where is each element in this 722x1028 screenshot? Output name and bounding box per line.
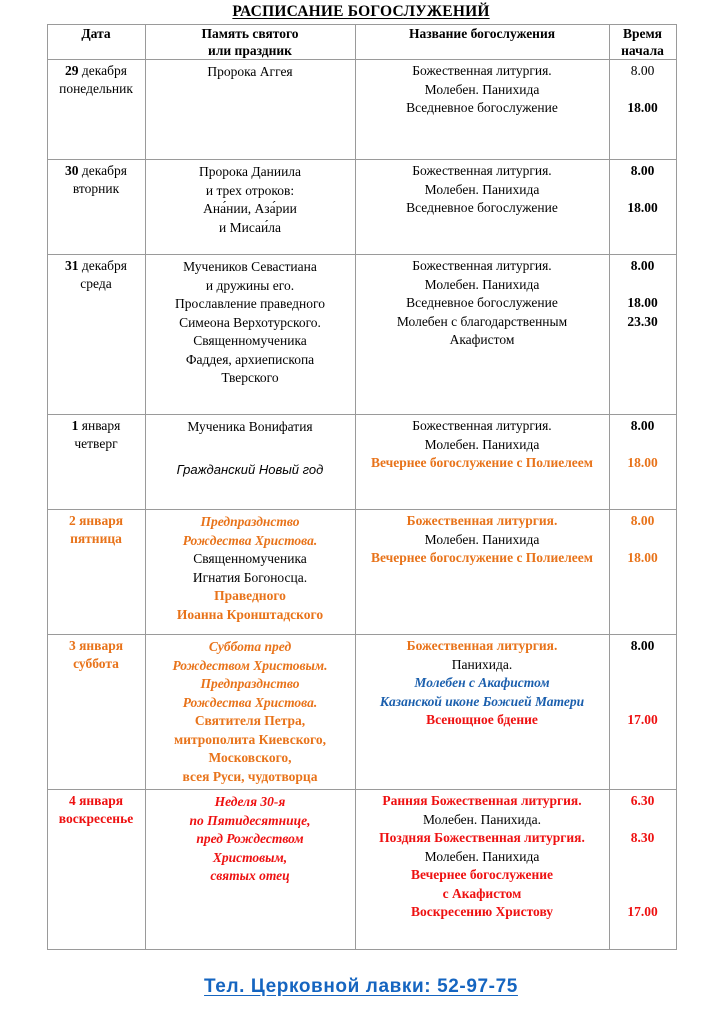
table-row: [47, 790, 676, 950]
saint-line: Мученика Вонифатия: [187, 419, 313, 434]
cell-service: [355, 790, 609, 950]
service-stack: [356, 60, 609, 120]
time-group-bottom: [612, 866, 674, 922]
service-group-top: [360, 257, 605, 294]
service-group-bottom: [360, 711, 605, 730]
cell-saint: [145, 510, 355, 635]
service-line: Молебен. Панихида: [424, 531, 540, 547]
service-stack: [356, 510, 609, 570]
cell-saint: [145, 790, 355, 950]
cell-date: [47, 790, 145, 950]
table-row: [47, 160, 676, 255]
date-weekday: суббота: [73, 656, 119, 671]
time-stack: [610, 255, 676, 352]
time-group-bottom: [612, 711, 674, 730]
time-value: 8.30: [630, 830, 655, 845]
schedule-table-wrapper: [47, 24, 676, 950]
service-line: Божественная литургия.: [406, 638, 558, 653]
date-day-number: 31: [65, 258, 79, 273]
cell-saint: [145, 160, 355, 255]
time-stack: [610, 160, 676, 220]
date-weekday: пятница: [70, 531, 122, 546]
date-day-month: 29 декабря: [65, 63, 127, 78]
date-day-number: 1: [71, 418, 79, 433]
saint-block: [146, 160, 355, 240]
time-value: 17.00: [627, 904, 658, 919]
service-line: Божественная литургия.: [412, 258, 552, 273]
page-title: РАСПИСАНИЕ БОГОСЛУЖЕНИЙ: [232, 3, 490, 20]
table-row: [47, 510, 676, 635]
service-line: Божественная литургия.: [406, 513, 558, 528]
time-value: 8.00: [630, 638, 655, 653]
time-value: 6.30: [630, 793, 655, 808]
service-stack: [356, 255, 609, 352]
cell-date: [47, 635, 145, 790]
saint-line: Мучеников Севастиана: [183, 259, 317, 274]
time-value: [612, 331, 674, 350]
service-group-bottom: [360, 454, 605, 473]
time-value: [612, 656, 674, 675]
date-day-month: 3 января: [68, 638, 124, 653]
time-group-bottom: [612, 199, 674, 218]
time-stack: [610, 635, 676, 732]
service-line: Воскресению Христову: [410, 904, 554, 919]
time-value: 18.00: [627, 550, 658, 565]
time-value: [612, 866, 674, 885]
service-line: Молебен с Акафистом: [414, 675, 550, 690]
saint-line: Праведного: [214, 588, 286, 603]
saint-line: Рождеством Христовым.: [172, 657, 328, 673]
saint-line: Прославление праведного: [175, 296, 325, 311]
saint-line: Московского,: [208, 750, 292, 765]
time-value: 8.00: [630, 63, 655, 78]
date-day-month: 1 января: [71, 418, 121, 433]
service-group-bottom: [360, 313, 605, 350]
service-line: Божественная литургия.: [412, 163, 552, 178]
cell-service: [355, 60, 609, 160]
time-value: [612, 674, 674, 693]
service-group-bottom: [360, 99, 605, 118]
schedule-page: [0, 4, 722, 1028]
saint-line: Священномученика: [193, 333, 307, 348]
saint-line: Игнатия Богоносца.: [192, 569, 308, 585]
cell-service: [355, 255, 609, 415]
service-stack: [356, 790, 609, 924]
column-header-date: [47, 25, 145, 60]
time-group-bottom: [612, 549, 674, 568]
cell-date: [47, 510, 145, 635]
service-line: Божественная литургия.: [412, 418, 552, 433]
time-value: [612, 276, 674, 295]
time-group-mid: [612, 294, 674, 313]
service-group-top: [360, 512, 605, 549]
date-day-month: 2 января: [68, 513, 124, 528]
date-day-number: 3: [68, 638, 76, 653]
cell-saint: [145, 415, 355, 510]
service-line: Молебен. Панихида.: [422, 811, 542, 827]
saint-secular-line: Гражданский Новый год: [176, 462, 324, 477]
time-group-top: [612, 637, 674, 711]
service-line: Молебен. Панихида: [424, 81, 540, 97]
saint-line: всея Руси, чудотворца: [182, 768, 318, 784]
service-line: Молебен. Панихида: [424, 181, 540, 197]
service-line: Молебен. Панихида: [424, 436, 540, 452]
cell-time: [609, 255, 676, 415]
cell-date: [47, 255, 145, 415]
time-value: [612, 848, 674, 867]
saint-line: и Мисаи́ла: [219, 219, 281, 235]
time-group-top: [612, 257, 674, 294]
saint-line: Пророка Аггея: [207, 64, 293, 79]
saint-block: [146, 60, 355, 85]
saint-line: Пророка Даниила: [198, 164, 302, 179]
cell-date: [47, 160, 145, 255]
service-line: Вечернее богослужение с Полиелеем: [371, 550, 593, 565]
cell-date: [47, 60, 145, 160]
service-group-top: [360, 162, 605, 199]
service-stack: [356, 160, 609, 220]
cell-time: [609, 60, 676, 160]
table-row: [47, 415, 676, 510]
time-value: [612, 436, 674, 455]
saint-block: [146, 255, 355, 391]
service-group-top: [360, 637, 605, 711]
time-stack: [610, 510, 676, 570]
service-line: Панихида.: [451, 656, 513, 672]
time-group-top: [612, 512, 674, 549]
cell-saint: [145, 255, 355, 415]
date-day-month: 30 декабря: [65, 163, 127, 178]
service-line: Вечернее богослужение с Полиелеем: [371, 455, 593, 470]
time-value: 17.00: [627, 712, 658, 727]
time-value: [612, 885, 674, 904]
time-value: 8.00: [630, 418, 655, 433]
saint-block: [146, 510, 355, 627]
cell-date: [47, 415, 145, 510]
time-value: 18.00: [627, 455, 658, 470]
time-value: 18.00: [627, 200, 658, 215]
date-block: [48, 790, 145, 830]
table-row: [47, 255, 676, 415]
time-group-top: [612, 417, 674, 454]
time-value: 23.30: [627, 313, 658, 329]
cell-time: [609, 790, 676, 950]
date-day-number: 2: [68, 513, 76, 528]
service-line: Казанской иконе Божией Матери: [379, 693, 585, 709]
header-row: [47, 25, 676, 60]
service-line: Вседневное богослужение: [406, 100, 558, 115]
saint-line: святых отец: [210, 868, 290, 883]
saint-line: Христовым,: [212, 849, 288, 865]
header-saint-line2: или праздник: [208, 43, 292, 58]
table-row: [47, 635, 676, 790]
saint-line: и трех отроков:: [205, 182, 295, 198]
saint-line: и дружины его.: [205, 277, 295, 293]
service-group-bottom: [360, 866, 605, 922]
date-weekday: воскресенье: [58, 811, 134, 826]
time-group-bottom: [612, 454, 674, 473]
service-group-top: [360, 417, 605, 454]
saint-line: Предпразднство: [200, 676, 300, 691]
saint-line: Рождества Христова.: [182, 532, 318, 548]
saint-line: пред Рождеством: [196, 831, 304, 846]
time-value: 18.00: [627, 295, 658, 310]
time-value: [612, 693, 674, 712]
saint-line: Предпразднство: [200, 514, 300, 529]
time-value: [612, 531, 674, 550]
service-line: Поздняя Божественная литургия.: [379, 830, 585, 845]
date-day-number: 30: [65, 163, 79, 178]
church-shop-phone-text: Тел. Церковной лавки: 52-97-75: [204, 976, 518, 997]
saint-line: Иоанна Кронштадского: [176, 606, 324, 622]
service-line: Молебен с благодарственным: [396, 313, 568, 329]
saint-line: Неделя 30-я: [214, 794, 286, 809]
date-block: [48, 160, 145, 200]
saint-block: [146, 790, 355, 889]
cell-service: [355, 415, 609, 510]
date-day-month: 31 декабря: [65, 258, 127, 273]
saint-line: Святителя Петра,: [194, 713, 306, 728]
table-header: [47, 25, 676, 60]
saint-line: митрополита Киевского,: [174, 731, 326, 747]
service-line: Молебен. Панихида: [424, 276, 540, 292]
time-value: [612, 811, 674, 830]
saint-block: [146, 635, 355, 789]
saint-line: Священномученика: [193, 551, 307, 566]
header-time-line2: начала: [621, 43, 664, 58]
service-line: Ранняя Божественная литургия.: [382, 793, 582, 808]
saint-line: Суббота пред: [208, 639, 292, 654]
saint-line: Симеона Верхотурского.: [179, 314, 321, 330]
column-header-time: [609, 25, 676, 60]
header-service-label: Название богослужения: [408, 26, 556, 41]
saint-spacer: [149, 443, 352, 462]
cell-service: [355, 510, 609, 635]
time-value: 8.00: [630, 163, 655, 178]
church-shop-phone[interactable]: [0, 976, 722, 998]
saint-line: по Пятидесятнице,: [189, 812, 311, 828]
service-stack: [356, 635, 609, 732]
saint-line: Ана́нии, Аза́рии: [203, 201, 297, 216]
service-line: Вседневное богослужение: [406, 200, 558, 215]
table-body: [47, 60, 676, 950]
time-value: 8.00: [630, 258, 655, 273]
cell-service: [355, 160, 609, 255]
cell-time: [609, 160, 676, 255]
time-stack: [610, 60, 676, 120]
time-group-bottom: [612, 99, 674, 118]
service-schedule-table: [47, 24, 677, 950]
table-row: [47, 60, 676, 160]
date-block: [48, 510, 145, 550]
service-line: Божественная литургия.: [412, 63, 552, 78]
saint-line: Фаддея, архиепископа: [185, 351, 315, 367]
date-day-month: 4 января: [68, 793, 124, 808]
service-group-top: [360, 792, 605, 866]
saint-line: Тверского: [221, 370, 279, 385]
service-line: Молебен. Панихида: [424, 848, 540, 864]
date-weekday: четверг: [74, 436, 118, 451]
date-weekday: понедельник: [59, 81, 133, 96]
service-line: Акафистом: [449, 332, 515, 347]
column-header-saint: [145, 25, 355, 60]
cell-time: [609, 510, 676, 635]
time-group-bottom: [612, 313, 674, 350]
time-stack: [610, 415, 676, 475]
header-date-label: Дата: [81, 26, 111, 41]
date-day-number: 4: [68, 793, 76, 808]
time-group-top: [612, 792, 674, 866]
time-value: 8.00: [630, 513, 655, 528]
column-header-service: [355, 25, 609, 60]
header-saint-line1: Память святого: [201, 26, 299, 41]
service-line: Вседневное богослужение: [406, 295, 558, 310]
cell-saint: [145, 635, 355, 790]
service-group-bottom: [360, 199, 605, 218]
service-group-top: [360, 62, 605, 99]
date-block: [48, 635, 145, 675]
date-weekday: среда: [80, 276, 112, 291]
date-block: [48, 255, 145, 295]
cell-time: [609, 635, 676, 790]
date-weekday: вторник: [72, 181, 120, 196]
time-group-top: [612, 162, 674, 199]
service-stack: [356, 415, 609, 475]
time-stack: [610, 790, 676, 924]
time-value: 18.00: [627, 100, 658, 115]
saint-line: Рождества Христова.: [182, 694, 318, 710]
service-group-mid: [360, 294, 605, 313]
date-block: [48, 415, 145, 455]
cell-time: [609, 415, 676, 510]
cell-service: [355, 635, 609, 790]
cell-saint: [145, 60, 355, 160]
date-day-number: 29: [65, 63, 79, 78]
service-line: с Акафистом: [442, 885, 522, 901]
time-group-top: [612, 62, 674, 99]
service-group-bottom: [360, 549, 605, 568]
time-value: [612, 181, 674, 200]
service-line: Вечернее богослужение: [410, 867, 554, 882]
date-block: [48, 60, 145, 100]
service-line: Всенощное бдение: [426, 712, 538, 727]
time-value: [612, 81, 674, 100]
header-time-line1: Время: [622, 26, 662, 41]
saint-block: [146, 415, 355, 483]
